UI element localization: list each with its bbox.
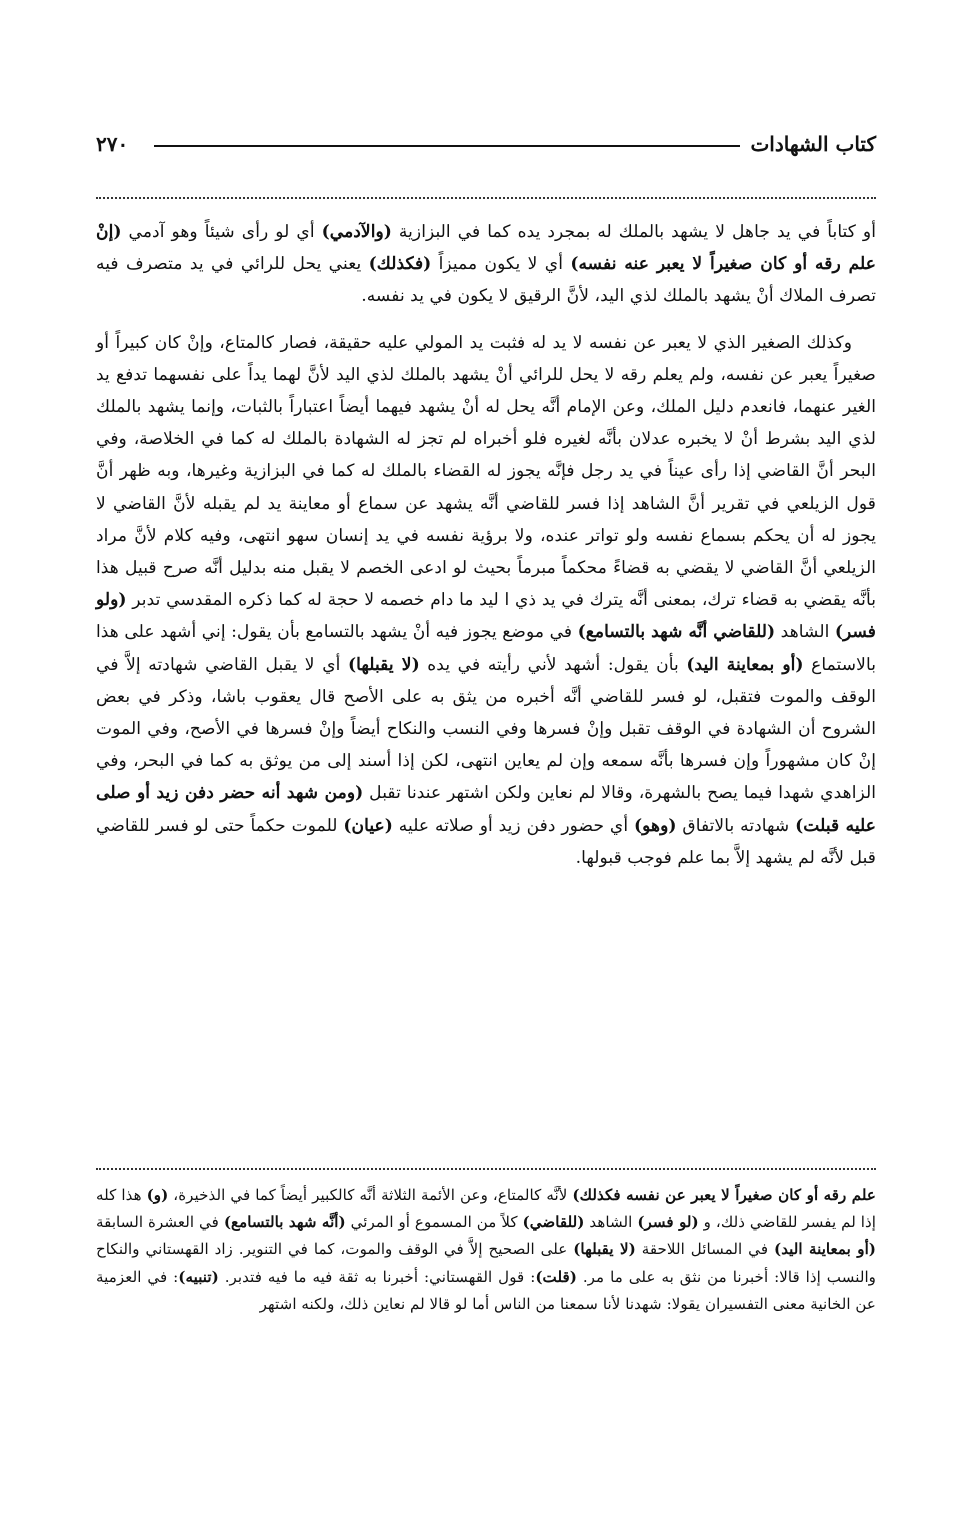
- text-run: وكذلك الصغير الذي لا يعبر عن نفسه لا يد له فثبت يد المولي عليه حقيقة، فصار كالمتاع، وإنْ كان كبيراً أو صغيراً يعبر عن نفسه، ولم يعلم رقه لا يحل للرائي أنْ يشهد بالملك لذي اليد لأنَّ لهما يداً على نفسهما تدفع يد الغير عنهما، فانعدم دليل الملك، وعن الإمام أنَّه يحل له أنْ يشهد فيهما أيضاً اعتباراً بالثبات، وإنما يشهد بالملك لذي اليد بشرط أنْ لا يخبره عدلان بأنَّه لغيره فلو أخبراه لم تجز له الشهادة بالملك له كما في الخلاصة، وفي البحر أنَّ القاضي إذا رأى عيناً في يد رجل فإنَّه يجوز له القضاء بالملك له كما في البزازية وغيرها، وبه ظهر أنَّ قول الزيلعي في تقرير أنَّ الشاهد إذا فسر للقاضي أنَّه يشهد عن سماع أو معاينة يد لم يقبله لأنَّ القاضي لا يجوز له أن يحكم بسماع نفسه ولو تواتر عنده، ولا برؤية نفسه في يد إنسان سهو انتهى، وفيه كلام لأنَّ مراد الزيلعي أنَّ القاضي لا يقضي به قضاءً محكماً مبرماً بحيث لو ادعى الخصم لا يقبل منه بدليل أنَّه صرح قبيل هذا بأنَّه يقضي به قضاء ترك، بمعنى أنَّه يترك في يد ذي ا ليد ما دام خصمه لا حجة له كما ذكره المقدسي تدبر: [96, 332, 876, 611]
- quoted-text: (ولو فسر): [96, 590, 877, 643]
- quoted-text: (قلت): [535, 1267, 577, 1286]
- quoted-text: (لو فسر): [637, 1213, 699, 1232]
- text-run: الشاهد: [775, 622, 835, 643]
- quoted-text: (لا يقبلها): [348, 654, 420, 675]
- text-run: أي لو رأى شيئاً وهو آدمي: [121, 222, 322, 242]
- quoted-text: (عيان): [343, 815, 393, 836]
- text-run: على الصحيح إلاَّ في الوقف والموت، كما في التنوير. زاد القهستاني والنكاح والنسب إذا قالا: أخبرنا من نثق به على ما مر.: [96, 1240, 877, 1286]
- quoted-text: (ومن شهد أنه حضر دفن زيد أو صلى عليه قبلت): [96, 783, 876, 836]
- running-header: [96, 128, 876, 168]
- paragraph-1: [96, 216, 876, 313]
- text-run: كلاً من المسموع أو المرئي: [345, 1213, 523, 1232]
- text-run: في العشرة السابقة: [96, 1213, 224, 1232]
- text-run: أي حضور دفن زيد أو صلاته عليه: [392, 815, 635, 836]
- quoted-text: (للقاضي): [522, 1213, 585, 1232]
- quoted-text: (لا يقبلها): [573, 1240, 636, 1259]
- quoted-text: (تنبيه): [178, 1267, 219, 1286]
- quoted-text: (فكذلك): [368, 254, 432, 275]
- footnote-text: [96, 1182, 876, 1318]
- text-run: أي لا يقبل القاضي شهادته إلاَّ في الوقف والموت فتقبل، لو فسر للقاضي أنَّه أخبره من يثق به على الأصح قال يعقوب باشا، وذكر في بعض الشروح أن الشهادة في الوقف تقبل وإنْ فسرها وفي النسب والنكاح أيضاً وإنْ فسرها في الأصح، وفي الموت إنْ كان مشهوراً وإن فسرها بأنَّه سمعه وإن لم يعاين انتهى، لكن إذا أسند إلى من يوثق به كما في البحر، وفي الزاهدي شهدا فيما يصح بالشهرة، وقالا لم نعاين ولكن اشتهر عندنا تقبل: [96, 654, 876, 804]
- quoted-text: (إنْ علم رقه أو كان صغيراً لا يعبر عنه نفسه): [96, 222, 876, 275]
- footnote-dotted-separator: [96, 1168, 876, 1170]
- quoted-text: (و): [146, 1186, 169, 1204]
- quoted-text: (والآدمي): [321, 222, 392, 242]
- text-run: : في العزمية عن الخانية معنى التفسيران يقولا: شهدنا لأنا سمعنا من الناس أما لو قالا لم نعاين ذلك، ولكنه اشتهر: [96, 1267, 876, 1313]
- text-run: لأنَّه كالمتاع، وعن الأئمة الثلاثة أنَّه كالكبير أيضاً كما في الذخيرة،: [168, 1186, 573, 1204]
- text-run: للموت حكماً حتى لو فسر للقاضي قبل لأنَّه لم يشهد إلاَّ بما علم فوجب قبولها.: [96, 815, 876, 868]
- header-rule: [154, 145, 740, 147]
- text-run: أي لا يكون مميزاً: [431, 254, 571, 275]
- quoted-text: (وهو): [634, 815, 677, 836]
- text-run: بأن يقول: أشهد لأني رأيته في يده: [419, 654, 687, 675]
- text-run: أو كتاباً في يد جاهل لا يشهد بالملك له بمجرد يده كما في البزازية: [391, 222, 876, 242]
- text-run: في موضع يجوز فيه أنْ يشهد بالتسامع بأن يقول: إني أشهد على هذا بالاستماع: [96, 622, 876, 675]
- text-run: الشاهد: [584, 1213, 638, 1232]
- quoted-text: (للقاضي أنَّه شهد بالتسامع): [577, 622, 776, 643]
- text-run: هذا كله إذا لم يفسر للقاضي ذلك، و: [96, 1186, 876, 1232]
- footnote-paragraph: [96, 1182, 876, 1318]
- quoted-text: (أو بمعاينة اليد): [686, 654, 804, 675]
- paragraph-2: [96, 327, 876, 874]
- page-number: ٢٧٠: [96, 132, 129, 156]
- top-dotted-separator: [96, 197, 876, 199]
- main-text: [96, 216, 876, 874]
- text-run: : قول القهستاني: أخبرنا به ثقة فيه ما فيه فتدبر.: [218, 1267, 536, 1286]
- text-run: يعني يحل للرائي في يد متصرف فيه تصرف الملاك أنْ يشهد بالملك لذي اليد، لأنَّ الرقيق لا يكون في يد نفسه.: [96, 254, 876, 307]
- header-title: كتاب الشهادات: [750, 132, 876, 156]
- quoted-text: (أنَّه شهد بالتسامع): [223, 1213, 346, 1232]
- text-run: في المسائل اللاحقة: [635, 1240, 775, 1259]
- text-run: شهادته بالاتفاق: [676, 815, 796, 836]
- quoted-text: علم رقه أو كان صغيراً لا يعبر عن نفسه فكذلك): [572, 1186, 876, 1204]
- quoted-text: (أو بمعاينة اليد): [774, 1240, 876, 1259]
